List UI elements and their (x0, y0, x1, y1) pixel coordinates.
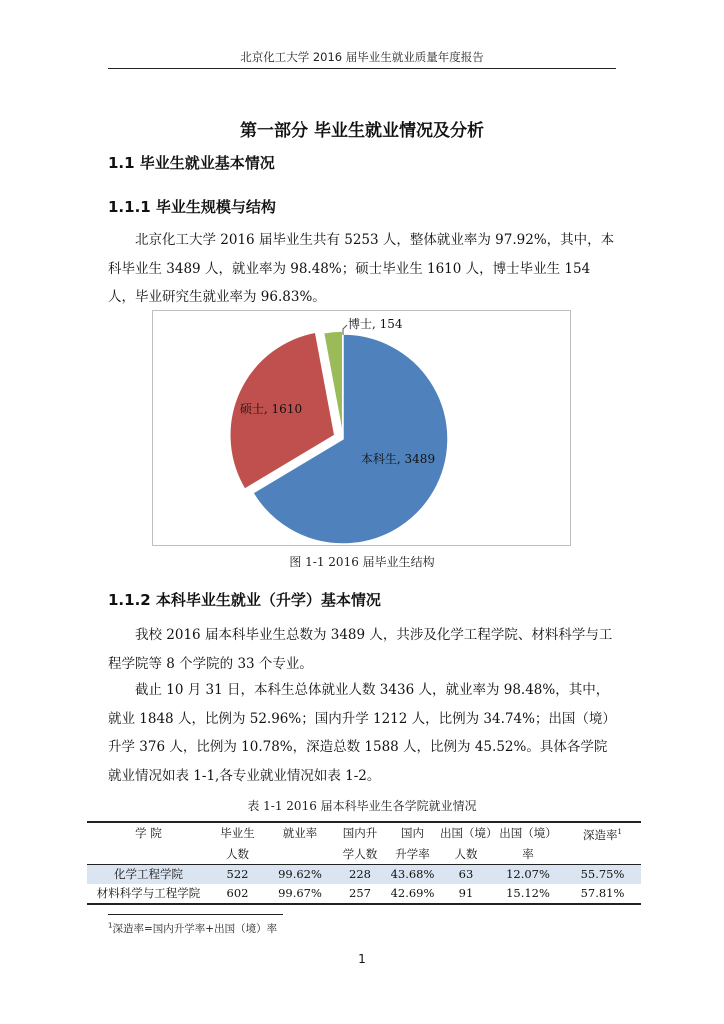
pie-chart-frame (152, 310, 571, 546)
header-domestic-study: 国内升 (335, 822, 385, 845)
header-rule (108, 68, 616, 69)
cell-domestic-rate: 43.68% (385, 864, 440, 884)
header-employment-rate: 就业率 (265, 822, 335, 845)
college-employment-table (87, 821, 641, 905)
cell-college: 材料科学与工程学院 (87, 884, 210, 904)
footnote: $^1$深造率=国内升学率+出国（境）率 (108, 921, 278, 935)
cell-graduates: 602 (210, 884, 265, 904)
cell-college: 化学工程学院 (87, 864, 210, 884)
cell-domestic-study: 257 (335, 884, 385, 904)
cell-abroad-rate: 12.07% (492, 864, 564, 884)
cell-abroad-rate: 15.12% (492, 884, 564, 904)
header-further-study-rate-2 (564, 845, 641, 865)
cell-domestic-study: 228 (335, 864, 385, 884)
pie-label-doctor: 博士, 154 (348, 317, 403, 331)
pie-chart (153, 311, 570, 545)
header-graduates-2: 人数 (210, 845, 265, 865)
cell-domestic-rate: 42.69% (385, 884, 440, 904)
header-college: 学 院 (87, 822, 210, 845)
cell-employment-rate: 99.67% (265, 884, 335, 904)
section-1-1-heading: 1.1 毕业生就业基本情况 (108, 154, 275, 172)
section-1-1-2-heading: 1.1.2 本科毕业生就业（升学）基本情况 (108, 591, 381, 609)
paragraph-undergrad-overview: 我校 2016 届本科毕业生总数为 3489 人，共涉及化学工程学院、材料科学与工程学院等 8 个学院的 33 个专业。 (108, 627, 613, 672)
page-header: 北京化工大学 2016 届毕业生就业质量年度报告 (240, 50, 484, 64)
paragraph-undergrad-employment: 截止 10 月 31 日，本科生总体就业人数 3436 人，就业率为 98.48%，其中，就业 1848 人，比例为 52.96%；国内升学 1212 人，比例为 34.74%；出国（境）升学 376 人，比例为 10.78%，深造总数 1588 人，比例为 45.52%。具体各学院就业情况如表 1-1,各专业就业情况如表 1-2。 (108, 682, 616, 784)
header-domestic-rate-2: 升学率 (385, 845, 440, 865)
cell-abroad-count: 91 (440, 884, 492, 904)
paragraph-graduate-scale: 北京化工大学 2016 届毕业生共有 5253 人，整体就业率为 97.92%，其中，本科毕业生 3489 人，就业率为 98.48%；硕士毕业生 1610 人，博士毕业生 154 人，毕业研究生就业率为 96.83%。 (108, 232, 615, 305)
footnote-rule (108, 914, 283, 915)
header-abroad-count: 出国（境） (440, 822, 492, 845)
header-employment-rate-2 (265, 845, 335, 865)
cell-employment-rate: 99.62% (265, 864, 335, 884)
header-abroad-rate-2: 率 (492, 845, 564, 865)
cell-further-study-rate: 57.81% (564, 884, 641, 904)
header-domestic-rate: 国内 (385, 822, 440, 845)
header-college-2 (87, 845, 210, 865)
header-graduates: 毕业生 (210, 822, 265, 845)
pie-label-master: 硕士, 1610 (239, 402, 303, 416)
table-row (87, 884, 641, 904)
part-title: 第一部分 毕业生就业情况及分析 (240, 121, 484, 141)
pie-label-bachelor: 本科生, 3489 (360, 452, 436, 466)
page-number: 1 (358, 952, 366, 966)
section-1-1-1-heading: 1.1.1 毕业生规模与结构 (108, 198, 276, 216)
header-further-study-rate: 深造率$^1$ (564, 822, 641, 845)
header-domestic-study-2: 学人数 (335, 845, 385, 865)
header-abroad-rate: 出国（境） (492, 822, 564, 845)
cell-graduates: 522 (210, 864, 265, 884)
figure-caption: 图 1-1 2016 届毕业生结构 (289, 555, 435, 569)
cell-abroad-count: 63 (440, 864, 492, 884)
table-caption: 表 1-1 2016 届本科毕业生各学院就业情况 (247, 799, 477, 813)
header-abroad-count-2: 人数 (440, 845, 492, 865)
cell-further-study-rate: 55.75% (564, 864, 641, 884)
table-row (87, 864, 641, 884)
